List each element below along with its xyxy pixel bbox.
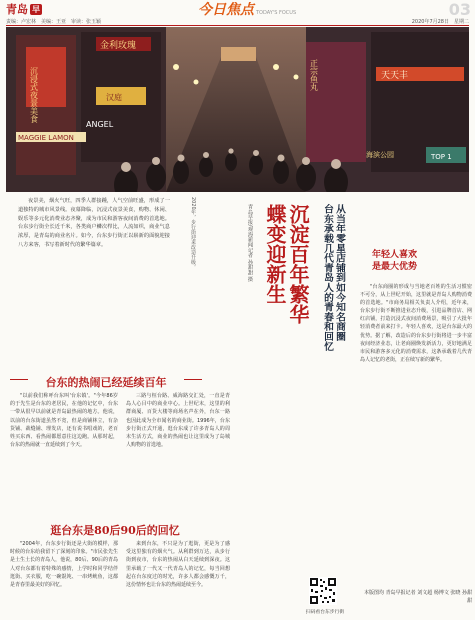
page-number: 03 [448,0,471,19]
sign-text: 沉浸式夜景美食 [29,67,39,123]
section-banner-title: 今日焦点 [198,2,254,18]
main-headline-line: 蝶变迎新生 [263,204,287,304]
sign-text: 海滨公园 [366,151,394,159]
section-banner [198,0,296,18]
section-rule [10,379,28,380]
right-article-title-line: 年轻人喜欢 [372,250,418,260]
sign-text: 正宗鱼丸 [309,59,319,91]
masthead-logo-mark: 早 [32,4,40,14]
sign-text: 天天丰 [381,71,409,81]
header-rule [6,25,469,26]
photo-editor-credits: 本版图均 青岛早报记者 刘文超 杨博文 张晓 孙甜甜 [364,590,472,604]
qr-code-label: 扫码看台东步行街 [305,610,345,615]
masthead [6,2,42,16]
article-paragraph: 三路与桓台路、威海路交汇处，一直是青岛人心目中的商业中心。上世纪末，这里的利群商厦、百货大楼等商场名声在外，台东一路也因此成为全市闻名的商业街。1996年，台东步行街正式开通，逛台东成了许多青岛人的周末生活方式，商业的热闹也让这里成为了岛城人购物的首选地。 [126,393,230,449]
sign-text: 金利玫瑰 [100,41,137,51]
photo-caption: 夜景美，烟火气旺，四季人群接踵，人气空前旺盛，形成了一道独特的城市风景线。夜幕降临，沉浸式夜景美食，购物、休闲、娱乐等多元化消费业态齐聚，成为市民和游客夜间消费的首选地。台东步行街全长近千米，各类商户鳞次栉比，人流如织，商业气息浓厚，是青岛的商业名片。如今，台东步行街正以崭新的面貌迎接八方来客，书写着新时代的繁华篇章。 [18,198,170,248]
section-banner-subtitle: TODAY'S FOCUS [256,10,297,16]
section-heading: 台东的热闹已经延续百年 [45,376,167,389]
photo-side-caption: 2020年，步行街迎来改造升级。 [190,197,196,270]
street-photo [6,27,469,192]
masthead-logo-text: 青岛 [6,3,28,16]
article-paragraph: "2004年，台东步行街还是大街的模样，那时候的台东给我留下了深刻的印象。"市民张先生是土生土长的青岛人，他说，80后、90后的青岛人对台东都有着特殊的感情，上学时和同学结伴逛街、买衣服，吃一碗馄饨、一串烤鱿鱼，这都是青春里最美好的回忆。 [10,541,118,589]
sub-headline [315,204,345,576]
main-headline [259,204,309,576]
sign-text: MAGGIE LAMON [18,134,74,142]
editor-credits: 责编：卢宏林 美编：王亚 审读：张玉颖 [6,19,102,25]
right-article-title [372,249,472,273]
right-article-body: "台东商圈的形成与当地老百姓的生活习惯密不可分，从上世纪开始，这里就是青岛人购物消费的首选地。"市商务局相关负责人介绍，近年来，台东步行街不断推进业态升级，引进品牌首店、网红店铺，打造沉浸式夜间消费场景，吸引了大批年轻消费者前来打卡。年轻人喜欢，这是台东最大的优势。据了解，改造后的台东步行街将进一步丰富夜间经济业态，让老商圈焕发新活力，更好地满足市民和游客多元化的消费需求，这条承载着几代青岛人记忆的老街，正在续写新的繁华。 [360,284,472,363]
sign-text: 汉庭 [106,93,122,102]
sign-text: TOP 1 [431,153,452,161]
qr-code-icon[interactable] [309,577,337,605]
dateline: 2020年7月28日 星期二 [411,19,469,25]
section-rule [184,379,202,380]
section-heading: 逛台东是80后90后的回忆 [50,524,180,537]
main-headline-line: 沉淀百年繁华 [286,204,310,324]
sub-headline-line: 台东承载几代青岛人的青春和回忆 [322,204,333,351]
right-article-title-line: 是最大优势 [372,262,418,272]
article-paragraph: "以前我们称呼台东叫'台东镇'。"今年86岁的于先生是台东的老居民，在他的记忆中，台东一带从很早以前就是青岛最热闹的地方。他说，以前的台东街道虽然不宽，但是商铺林立，有杂货铺、裁缝铺、理发店，还有说书唱戏的，老百姓买东西、看热闹都愿意往这边跑。从那时起，台东的热闹就一直延续到了今天。 [10,393,118,449]
article-paragraph: 来到台东，不只是为了逛街，更是为了感受这里独有的烟火气。从利群到万达，从步行街到夜市，台东的热闹从白天延续到深夜。这里承载了一代又一代青岛人的记忆，每当回想起在台东度过的时光，许多人都会感慨万千，这份情怀也让台东的热闹延续至今。 [126,541,230,589]
sign-text: ANGEL [86,120,114,129]
sub-headline-line: 从当年零星店铺到如今知名商圈 [334,204,345,342]
photo-byline: 青岛早报/观海新闻记者 孙甜甜 摄 [247,204,253,282]
